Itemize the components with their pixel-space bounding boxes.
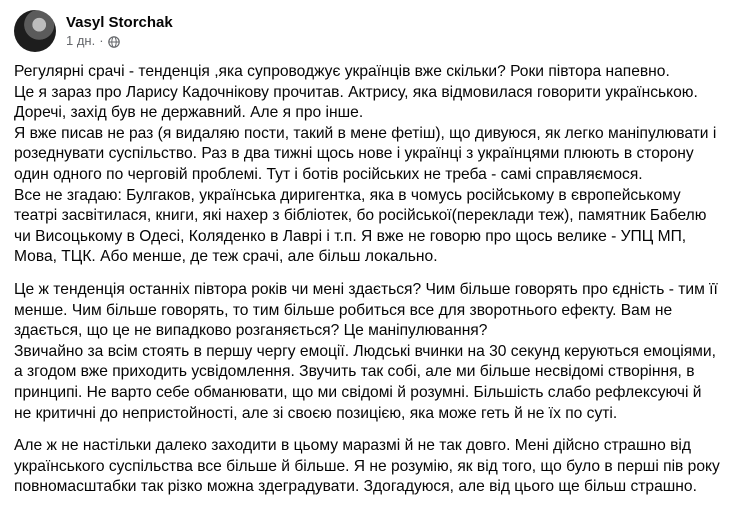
text-line: Регулярні срачі - тенденція ,яка супроводжує українців вже скільки? Роки півтора напевно. [14, 63, 670, 80]
text-line: один одного по черговій проблемі. Тут і ботів російських не треба - самі справляємося. [14, 165, 643, 183]
globe-icon [108, 35, 120, 47]
post-paragraph-1 [14, 62, 726, 268]
post-timestamp[interactable]: 1 дн. [66, 32, 96, 48]
text-line: не критичні до непристойності, але зі своєю позицією, яка може геть й не їх по суті. [14, 404, 618, 422]
author-name[interactable]: Vasyl Storchak [66, 13, 173, 31]
text-line: Звичайно за всім стоять в першу чергу емоції. Людські вчинки на 30 секунд керуються емоціями, [14, 342, 716, 360]
meta-separator: · [99, 32, 104, 48]
post-text [14, 62, 726, 498]
text-line: Все не згадаю: Булгаков, українська диригентка, яка в чомусь російському в європейському [14, 186, 681, 204]
post-meta [66, 13, 173, 50]
text-line: чи Висоцькому в Одесі, Коляденко в Лаврі і т.п. Я вже не говорю про щось велике - УПЦ МП, [14, 227, 687, 245]
text-line: Це я зараз про Ларису Кадочнікову прочитав. Актрису, яка відмовилася говорити українською. [14, 83, 698, 101]
text-line: повномасштабки так різко можна здеградувати. Здогадуюся, але від цього ще більш страшно. [14, 478, 697, 496]
text-line: Я вже писав не раз (я видаляю пости, такий в мене фетіш), що дивуюся, як легко маніпулювати і [14, 124, 717, 142]
author-avatar[interactable] [14, 10, 56, 52]
post-header [14, 0, 726, 62]
text-line: Це ж тенденція останніх півтора років чи мені здається? Чим більше говорять про єдність - тим її [14, 280, 718, 298]
text-line: Доречі, захід був не державний. Але я про інше. [14, 104, 364, 122]
post-paragraph-2 [14, 280, 726, 424]
text-line: здається, що це не випадково розганяється? Це маніпулювання? [14, 322, 488, 340]
text-line: Але ж не настільки далеко заходити в цьому маразмі й не так довго. Мені дійсно страшно від [14, 437, 691, 455]
post-paragraph-3 [14, 436, 726, 498]
text-line: українського суспільства все більше й більше. Я не розумію, як від того, що було в перші пів року [14, 457, 720, 475]
text-line: принципі. Не варто себе обманювати, що ми свідомі й розумні. Більшість слабо рефлексуючі й [14, 383, 702, 401]
text-line: Мова, ТЦК. Або менше, де теж срачі, але більш локально. [14, 248, 438, 266]
text-line: розеднувати суспільство. Раз в два тижні щось нове і українці з українцями плюють в сторону [14, 145, 694, 163]
text-line: а згодом вже приходить усвідомлення. Звучить так собі, але ми більше несвідомі створіння, в [14, 363, 695, 381]
text-line: менше. Чим більше говорять, то тим більше робиться все для зворотнього ефекту. Вам не [14, 301, 673, 319]
text-line: театрі засвітилася, книги, які нахер з бібліотек, бо російської(переклади теж), памятник Бабелю [14, 207, 707, 225]
post-subline [66, 32, 173, 50]
